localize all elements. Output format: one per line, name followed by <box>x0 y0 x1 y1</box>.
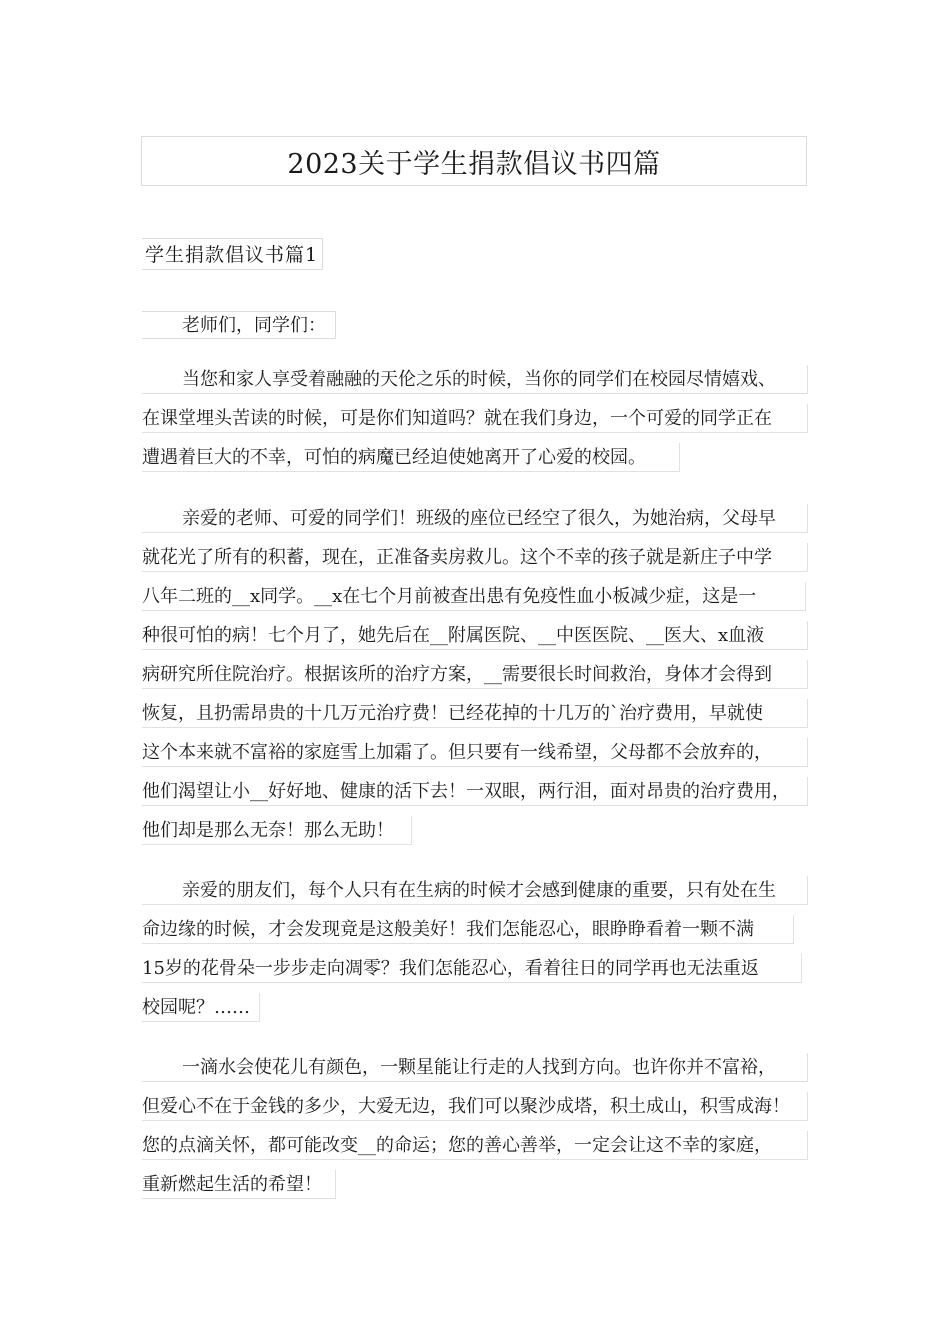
paragraph-line: 他们渴望让小__好好地、健康的活下去！一双眼，两行泪，面对昂贵的治疗费用， <box>142 777 808 806</box>
paragraph-line: 亲爱的老师、可爱的同学们！班级的座位已经空了很久，为她治病，父母早 <box>142 504 808 533</box>
paragraph-line: 命边缘的时候，才会发现竟是这般美好！我们怎能忍心，眼睁睁看着一颗不满 <box>142 915 794 944</box>
paragraph-line: 校园呢？…… <box>142 993 260 1022</box>
paragraph-line: 病研究所住院治疗。根据该所的治疗方案，__需要很长时间救治，身体才会得到 <box>142 660 808 689</box>
document-title: 2023关于学生捐款倡议书四篇 <box>287 148 661 180</box>
paragraph-line: 您的点滴关怀，都可能改变__的命运；您的善心善举，一定会让这不幸的家庭， <box>142 1131 808 1160</box>
salutation: 老师们，同学们： <box>142 311 336 339</box>
paragraph-1 <box>142 365 808 482</box>
paragraph-line: 当您和家人享受着融融的天伦之乐的时候，当你的同学们在校园尽情嬉戏、 <box>142 365 808 394</box>
paragraph-line: 重新燃起生活的希望！ <box>142 1170 336 1199</box>
paragraph-line: 亲爱的朋友们，每个人只有在生病的时候才会感到健康的重要，只有处在生 <box>142 876 808 905</box>
paragraph-line: 恢复，且扔需昂贵的十几万元治疗费！已经花掉的十几万的`治疗费用，早就使 <box>142 699 808 728</box>
paragraph-line: 种很可怕的病！七个月了，她先后在__附属医院、__中医医院、__医大、x血液 <box>142 621 808 650</box>
paragraph-line: 15岁的花骨朵一步步走向凋零？我们怎能忍心，看着往日的同学再也无法重返 <box>142 954 802 983</box>
title-box <box>141 136 807 186</box>
paragraph-line: 就花光了所有的积蓄，现在，正准备卖房救儿。这个不幸的孩子就是新庄子中学 <box>142 543 808 572</box>
paragraph-line: 一滴水会使花儿有颜色，一颗星能让行走的人找到方向。也许你并不富裕， <box>142 1053 808 1082</box>
paragraph-line: 这个本来就不富裕的家庭雪上加霜了。但只要有一线希望，父母都不会放弃的， <box>142 738 808 767</box>
paragraph-line: 在课堂埋头苦读的时候，可是你们知道吗？就在我们身边，一个可爱的同学正在 <box>142 404 808 433</box>
paragraph-line: 八年二班的__x同学。__x在七个月前被查出患有免疫性血小板减少症，这是一 <box>142 582 806 611</box>
paragraph-line: 但爱心不在于金钱的多少，大爱无边，我们可以聚沙成塔，积土成山，积雪成海！ <box>142 1092 808 1121</box>
paragraph-line: 他们却是那么无奈！那么无助！ <box>142 816 412 845</box>
paragraph-3 <box>142 876 808 1032</box>
section-heading: 学生捐款倡议书篇1 <box>142 238 323 270</box>
paragraph-4 <box>142 1053 808 1209</box>
paragraph-2 <box>142 504 808 855</box>
paragraph-line: 遭遇着巨大的不幸，可怕的病魔已经迫使她离开了心爱的校园。 <box>142 443 680 472</box>
